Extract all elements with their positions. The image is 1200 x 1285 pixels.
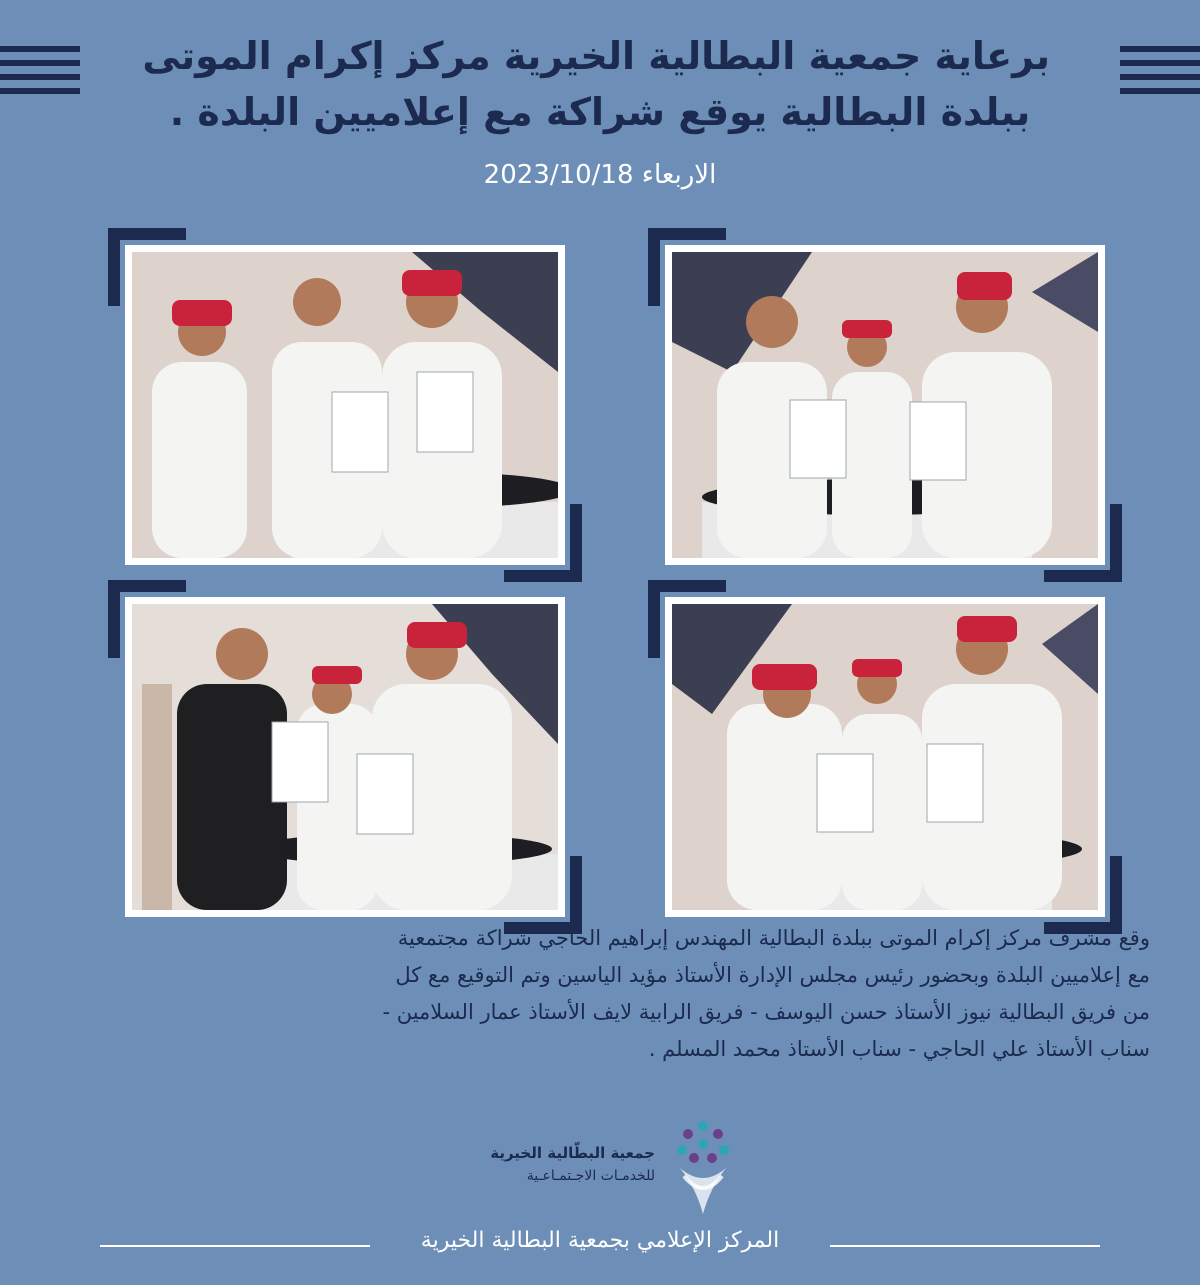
event-date: الاربعاء 2023/10/18 (483, 160, 717, 190)
announcement-text (60, 920, 1150, 1068)
signing-photo (665, 245, 1105, 565)
signing-photo (665, 597, 1105, 917)
title-line-1: برعاية جمعية البطالية الخيرية مركز إكرام الموتى (142, 34, 1050, 78)
decorative-stripes-right (1120, 46, 1200, 102)
photo-top-left (125, 245, 565, 565)
charity-logo-mark-icon (670, 1118, 736, 1214)
decorative-stripes-left (0, 46, 80, 102)
signing-photo (125, 597, 565, 917)
photo-bottom-right (665, 597, 1105, 917)
footer-divider-left (100, 1245, 370, 1247)
photo-top-right (665, 245, 1105, 565)
signing-photo (125, 245, 565, 565)
announcement-line: سناب الأستاذ علي الحاجي - سناب الأستاذ محمد المسلم . (648, 1037, 1150, 1061)
charity-logo-subtitle: للخدمـات الاجـتمـاعـية (526, 1168, 655, 1184)
title-line-2: ببلدة البطالية يوقع شراكة مع إعلاميين البلدة . (169, 90, 1031, 134)
announcement-line: من فريق البطالية نيوز الأستاذ حسن اليوسف - فريق الرابية لايف الأستاذ عمار السلامين - (382, 1000, 1150, 1024)
footer-divider-right (830, 1245, 1100, 1247)
announcement-line: مع إعلاميين البلدة وبحضور رئيس مجلس الإدارة الأستاذ مؤيد الياسين وتم التوقيع مع كل (395, 963, 1150, 987)
announcement-line: وقع مشرف مركز إكرام الموتى ببلدة البطالية المهندس إبراهيم الحاجي شراكة مجتمعية (397, 926, 1150, 950)
photo-bottom-left (125, 597, 565, 917)
charity-logo-name: جمعية البطّالية الخيرية (490, 1144, 655, 1162)
page-title (142, 28, 1050, 140)
charity-logo (470, 1118, 740, 1218)
footer-text: المركز الإعلامي بجمعية البطالية الخيرية (420, 1228, 780, 1253)
